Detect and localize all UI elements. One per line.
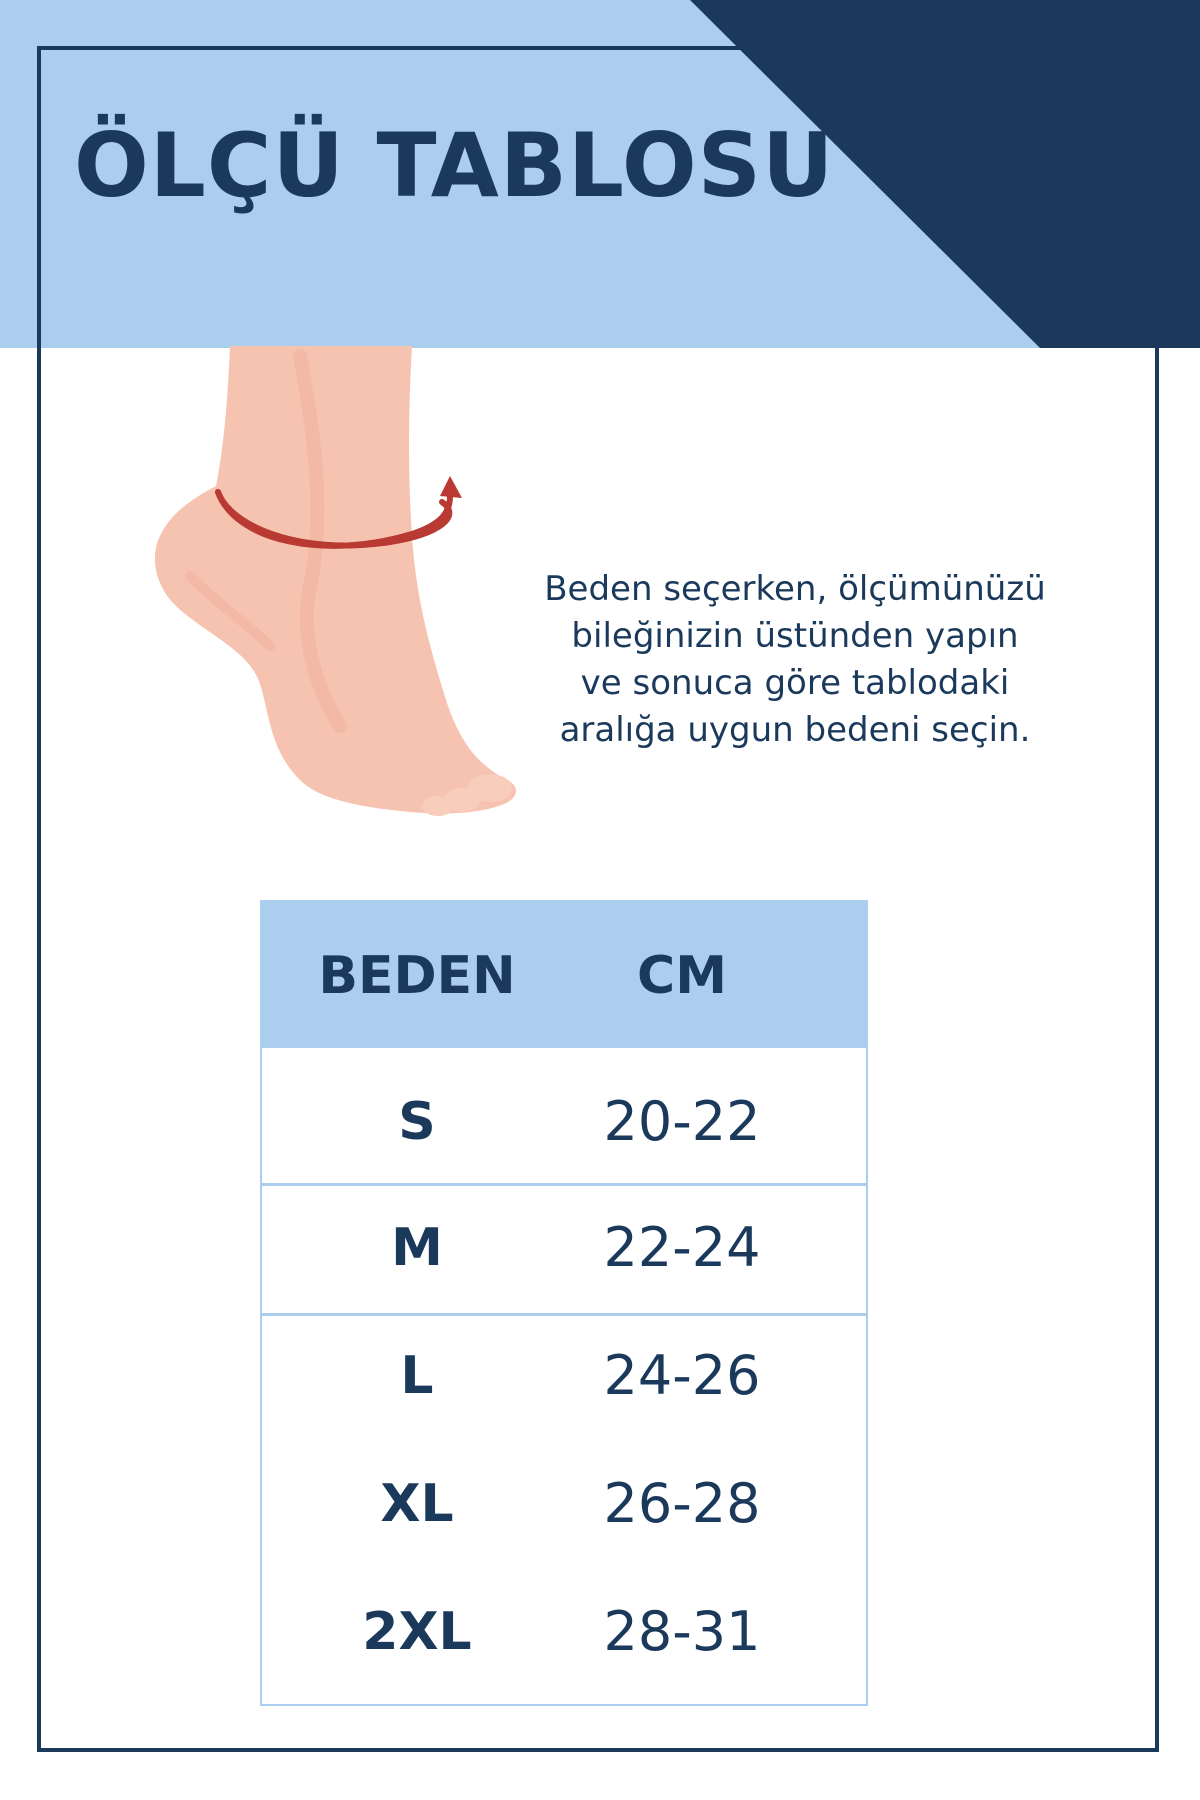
- row-s-size: S: [398, 1092, 436, 1152]
- row-divider: [262, 1313, 866, 1316]
- row-2xl-size: 2XL: [362, 1602, 472, 1662]
- row-m-size: M: [391, 1218, 443, 1278]
- arrow-head: [440, 476, 462, 498]
- header-cm: CM: [637, 946, 727, 1006]
- page-title: ÖLÇÜ TABLOSU: [74, 114, 835, 217]
- instructions-line: ve sonuca göre tablodaki: [580, 663, 1010, 703]
- instructions-line: aralığa uygun bedeni seçin.: [559, 710, 1031, 750]
- row-m-cm: 22-24: [603, 1216, 761, 1279]
- row-xl-cm: 26-28: [603, 1472, 761, 1535]
- row-s-cm: 20-22: [603, 1090, 761, 1153]
- row-l-cm: 24-26: [603, 1344, 761, 1407]
- row-divider: [262, 1183, 866, 1186]
- row-xl-size: XL: [380, 1474, 454, 1534]
- toe-3: [422, 796, 454, 816]
- size-table: [260, 900, 868, 1706]
- instructions-line: bileğinizin üstünden yapın: [571, 616, 1019, 656]
- header-size: BEDEN: [318, 946, 516, 1006]
- foot-silhouette: [155, 346, 516, 814]
- instructions-line: Beden seçerken, ölçümünüzü: [544, 569, 1046, 609]
- row-l-size: L: [400, 1346, 434, 1406]
- instructions-text: [470, 566, 1120, 754]
- row-2xl-cm: 28-31: [603, 1600, 761, 1663]
